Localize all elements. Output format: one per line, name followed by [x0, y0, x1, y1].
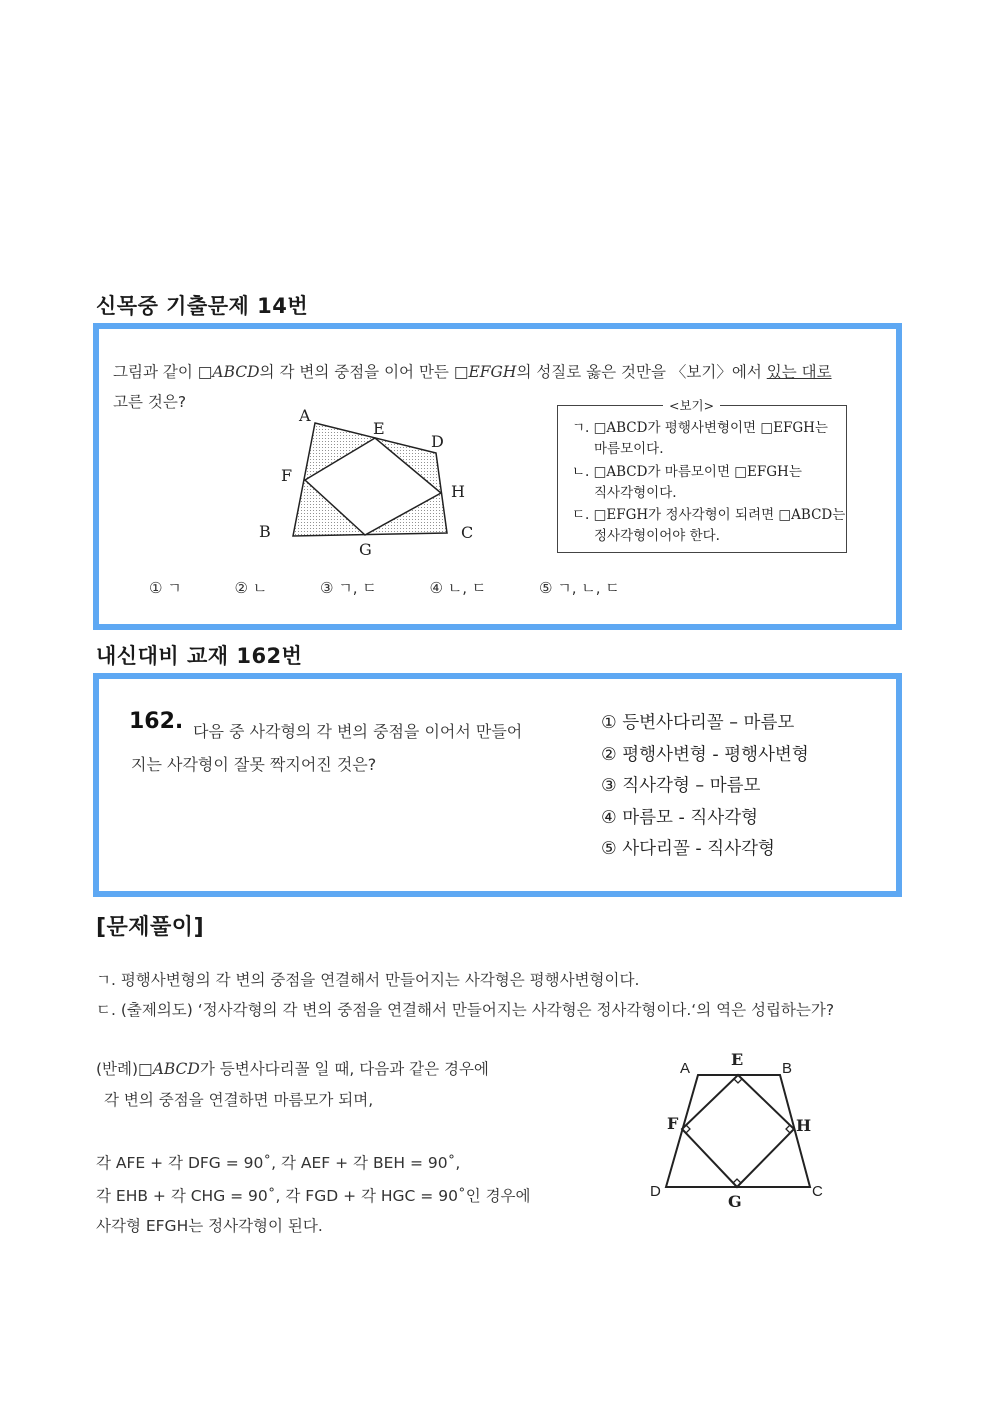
label-e: E — [373, 419, 385, 438]
solution-line-6: 각 EHB + 각 CHG = 90˚, 각 FGD + 각 HGC = 90˚인 경우에 — [96, 1187, 531, 1205]
trapezoid-figure — [640, 1045, 840, 1215]
label-b: B — [782, 1060, 793, 1077]
bogi-title: <보기> — [663, 396, 720, 414]
bogi-item: 마름모이다. — [594, 441, 664, 457]
question-text: 다음 중 사각형의 각 변의 중점을 이어서 만들어지는 사각형이 잘못 짝지어진 것은? — [131, 722, 523, 774]
math-abcd: ABCD — [212, 363, 260, 381]
math-efgh: EFGH — [468, 363, 517, 381]
solution-line-5: 각 AFE + 각 DFG = 90˚, 각 AEF + 각 BEH = 90˚, — [96, 1154, 461, 1172]
choice-2[interactable]: ② ㄴ — [234, 579, 268, 597]
choice-3[interactable]: ③ ㄱ, ㄷ — [320, 579, 377, 597]
answer-choices — [149, 577, 668, 598]
underlined-text: 있는 대로 — [766, 363, 832, 381]
counter-prefix: (반례)□ — [96, 1060, 153, 1078]
label-d: D — [650, 1183, 661, 1200]
counter-suffix: 가 등변사다리꼴 일 때, 다음과 같은 경우에 — [199, 1060, 489, 1078]
label-f: F — [667, 1114, 679, 1133]
choice-2[interactable]: ② 평행사변형 - 평행사변형 — [601, 744, 809, 765]
label-g: G — [359, 540, 372, 557]
problem-number: 162. — [129, 709, 184, 734]
label-h: H — [796, 1116, 812, 1135]
question-part: 의 각 변의 중점을 이어 만든 □ — [259, 363, 469, 381]
problem-box-1 — [93, 323, 902, 630]
solution-line-4: 각 변의 중점을 연결하면 마름모가 되며, — [104, 1091, 374, 1109]
quadrilateral-figure — [249, 407, 479, 557]
solution-line-2: ㄷ. (출제의도) ‘정사각형의 각 변의 중점을 연결해서 만들어지는 사각형은 정사각형이다.‘의 역은 성립하는가? — [96, 1001, 835, 1019]
question-part: 고른 것은? — [113, 393, 187, 411]
label-a: A — [680, 1060, 691, 1077]
choice-4[interactable]: ④ 마름모 - 직사각형 — [601, 807, 759, 828]
bogi-item: 정사각형이어야 한다. — [594, 528, 720, 544]
label-e: E — [731, 1050, 744, 1069]
solution-line-1: ㄱ. 평행사변형의 각 변의 중점을 연결해서 만들어지는 사각형은 평행사변형이다. — [96, 971, 640, 989]
choice-3[interactable]: ③ 직사각형 – 마름모 — [601, 776, 761, 796]
counterexample-line — [96, 1057, 489, 1079]
bogi-box — [557, 398, 847, 553]
solution-line-7: 사각형 EFGH는 정사각형이 된다. — [96, 1217, 323, 1235]
question-part: 의 성질로 옳은 것만을 〈보기〉에서 — [516, 363, 767, 381]
label-b: B — [259, 522, 271, 541]
bogi-item: ㄱ. □ABCD가 평행사변형이면 □EFGH는 — [572, 420, 828, 436]
choice-5[interactable]: ⑤ 사다리꼴 - 직사각형 — [601, 839, 775, 859]
label-h: H — [451, 482, 465, 501]
section1-heading: 신목중 기출문제 14번 — [96, 294, 309, 318]
bogi-item: ㄷ. □EFGH가 정사각형이 되려면 □ABCD는 — [572, 507, 846, 523]
label-c: C — [812, 1183, 823, 1200]
choice-1[interactable]: ① ㄱ — [149, 579, 182, 597]
label-d: D — [431, 432, 444, 451]
math-abcd: ABCD — [152, 1060, 200, 1078]
label-g: G — [728, 1192, 742, 1211]
label-f: F — [281, 466, 293, 485]
solution-heading: [문제풀이] — [96, 915, 205, 940]
problem-box-2 — [93, 673, 902, 897]
bogi-item: ㄴ. □ABCD가 마름모이면 □EFGH는 — [572, 464, 802, 480]
bogi-item: 직사각형이다. — [594, 485, 677, 501]
label-a: A — [299, 407, 311, 425]
choice-4[interactable]: ④ ㄴ, ㄷ — [429, 579, 487, 597]
choice-1[interactable]: ① 등변사다리꼴 – 마름모 — [601, 713, 795, 733]
label-c: C — [461, 523, 474, 542]
choice-5[interactable]: ⑤ ㄱ, ㄴ, ㄷ — [539, 579, 620, 597]
section2-heading: 내신대비 교재 162번 — [96, 644, 303, 668]
answer-choices — [601, 709, 809, 867]
question-part: 그림과 같이 □ — [113, 363, 213, 381]
